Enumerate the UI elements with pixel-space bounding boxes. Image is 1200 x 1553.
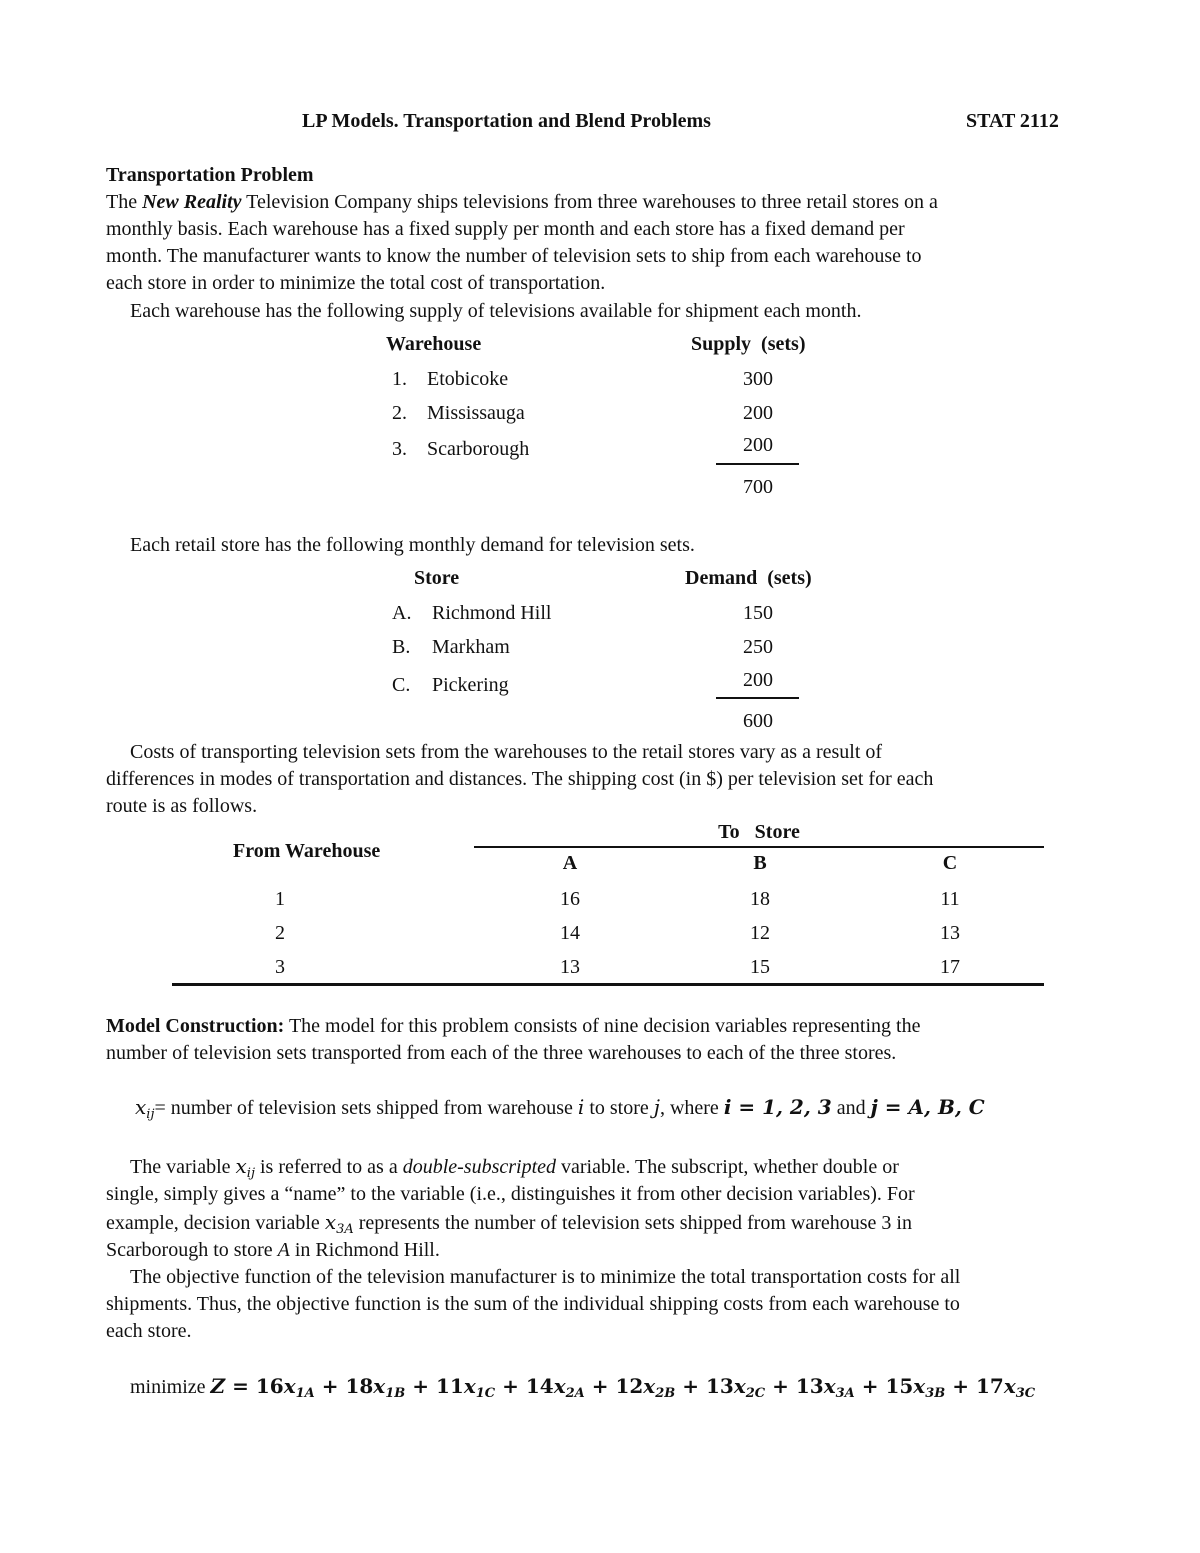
demand-col-demand: Demand (sets) (685, 567, 812, 589)
cost-col-header: A (562, 852, 578, 874)
objective-term: $16x_{1A}$ (255, 1374, 315, 1401)
demand-col-store: Store (414, 567, 460, 589)
objective-term: $18x_{1B}$ (345, 1374, 406, 1401)
course-code: STAT 2112 (966, 110, 1059, 132)
objective-line-2: shipments. Thus, the objective function is the sum of the individual shipping costs from each warehouse to (106, 1293, 960, 1315)
model-line-1: Model Construction: The model for this problem consists of nine decision variables representing the (106, 1015, 921, 1037)
objective-line-1: The objective function of the television manufacturer is to minimize the total transportation costs for all (130, 1266, 961, 1288)
plus-sign: + (495, 1374, 526, 1398)
cost-bottom-rule (172, 983, 1044, 986)
cost-intro-line-3: route is as follows. (106, 795, 258, 817)
cost-cell: 17 (940, 956, 960, 978)
supply-col-supply: Supply (sets) (691, 333, 806, 355)
supply-total-rule (716, 463, 799, 465)
cost-intro-line-2: differences in modes of transportation and distances. The shipping cost (in $) per television set for each (106, 768, 934, 790)
double-sub-line-1: The variable $x_{ij}$ is referred to as a double-subscripted variable. The subscript, whether double or (130, 1154, 899, 1181)
supply-row-name: Etobicoke (427, 368, 509, 390)
supply-row-name: Mississauga (427, 402, 525, 424)
demand-row-name: Richmond Hill (432, 602, 552, 624)
supply-row-num: 1. (392, 368, 407, 390)
supply-intro: Each warehouse has the following supply of televisions available for shipment each month. (130, 300, 862, 322)
cost-cell: 13 (560, 956, 580, 978)
double-sub-line-4: Scarborough to store A in Richmond Hill. (106, 1239, 440, 1261)
demand-total-rule (716, 697, 799, 699)
intro-line-2: monthly basis. Each warehouse has a fixed supply per month and each store has a fixed demand per (106, 218, 905, 240)
supply-total: 700 (743, 476, 773, 498)
company-name: New Reality (142, 191, 242, 213)
variable-definition: $x_{ij}=$ number of television sets shipped from warehouse i to store j, where i = 1, 2, 3 and j = A, B, C (135, 1095, 985, 1122)
cost-cell: 13 (940, 922, 960, 944)
model-line-2: number of television sets transported from each of the three warehouses to each of the three stores. (106, 1042, 897, 1064)
cost-group-header: To Store (718, 821, 800, 843)
supply-row-value: 200 (743, 434, 773, 456)
objective-term: $17x_{3C}$ (975, 1374, 1036, 1401)
demand-row-num: C. (392, 674, 411, 696)
intro-line-3: month. The manufacturer wants to know the number of television sets to ship from each warehouse to (106, 245, 922, 267)
objective-term: $11x_{1C}$ (435, 1374, 496, 1401)
plus-sign: + (314, 1374, 346, 1398)
plus-sign: + (675, 1374, 706, 1398)
demand-row-name: Markham (432, 636, 510, 658)
section-title: Transportation Problem (106, 164, 314, 186)
demand-row-num: A. (392, 602, 412, 624)
cost-row-header: From Warehouse (233, 840, 381, 862)
intro-line-1: The New Reality Television Company ships televisions from three warehouses to three retail stores on a (106, 191, 938, 213)
doc-title: LP Models. Transportation and Blend Problems (302, 110, 711, 132)
objective-line-3: each store. (106, 1320, 192, 1342)
cost-cell: 11 (940, 888, 960, 910)
cost-header-rule (474, 846, 1044, 848)
cost-row-from: 1 (275, 888, 285, 910)
cost-cell: 16 (560, 888, 580, 910)
supply-col-warehouse: Warehouse (386, 333, 482, 355)
plus-sign: + (584, 1374, 616, 1398)
double-sub-line-3: example, decision variable $x_{3A}$ represents the number of television sets shipped from warehouse 3 in (106, 1210, 912, 1237)
demand-row-value: 250 (743, 636, 773, 658)
plus-sign: + (945, 1374, 976, 1398)
objective-term: $13x_{3A}$ (795, 1374, 855, 1401)
cost-row-from: 3 (275, 956, 285, 978)
demand-row-name: Pickering (432, 674, 509, 696)
supply-row-value: 300 (743, 368, 773, 390)
model-label: Model Construction: (106, 1015, 285, 1037)
cost-intro-line-1: Costs of transporting television sets from the warehouses to the retail stores vary as a result of (130, 741, 883, 763)
objective-term: $14x_{2A}$ (525, 1374, 585, 1401)
objective-term: $15x_{3B}$ (885, 1374, 946, 1401)
objective-function: minimize $Z = 16x_{1A} + 18x_{1B} + 11x_{1C} + 14x_{2A} + 12x_{2B} + 13x_{2C} + 13x_{3A} + 15x_{3B} + 17x_{3C}$ (130, 1374, 1036, 1401)
minimize-label: minimize (130, 1376, 206, 1398)
cost-cell: 18 (750, 888, 770, 910)
objective-terms (255, 1374, 1036, 1401)
demand-total: 600 (743, 710, 773, 732)
intro-line-4: each store in order to minimize the total cost of transportation. (106, 272, 606, 294)
objective-term: $12x_{2B}$ (615, 1374, 676, 1401)
plus-sign: + (765, 1374, 796, 1398)
objective-term: $13x_{2C}$ (705, 1374, 766, 1401)
demand-row-value: 200 (743, 669, 773, 691)
supply-row-num: 2. (392, 402, 407, 424)
demand-intro: Each retail store has the following monthly demand for television sets. (130, 534, 695, 556)
cost-col-header: B (753, 852, 767, 874)
supply-row-num: 3. (392, 438, 407, 460)
cost-col-header: C (942, 852, 958, 874)
plus-sign: + (405, 1374, 436, 1398)
cost-cell: 15 (750, 956, 770, 978)
double-sub-line-2: single, simply gives a “name” to the variable (i.e., distinguishes it from other decision variables). For (106, 1183, 915, 1205)
cost-row-from: 2 (275, 922, 285, 944)
supply-row-value: 200 (743, 402, 773, 424)
demand-row-value: 150 (743, 602, 773, 624)
plus-sign: + (854, 1374, 886, 1398)
cost-cell: 14 (560, 922, 580, 944)
supply-row-name: Scarborough (427, 438, 530, 460)
cost-cell: 12 (750, 922, 770, 944)
demand-row-num: B. (392, 636, 411, 658)
